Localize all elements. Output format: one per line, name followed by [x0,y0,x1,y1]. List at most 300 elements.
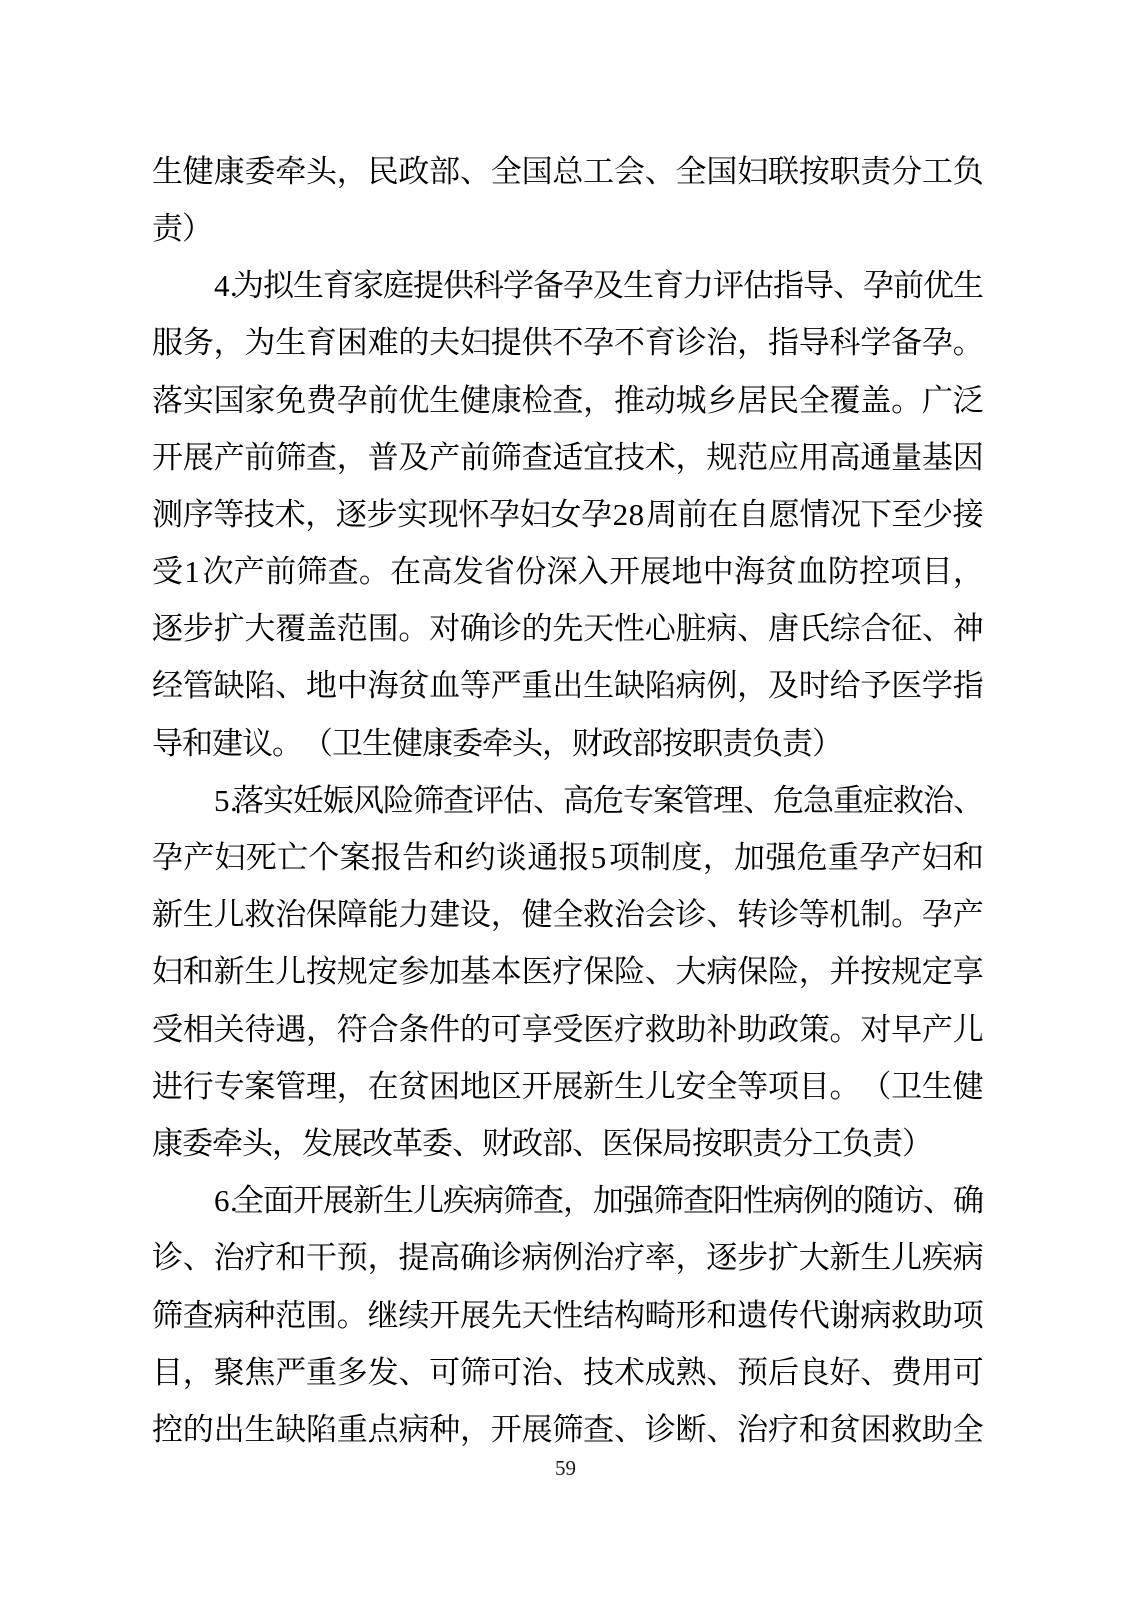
char: ， [272,1125,303,1161]
char: 头 [242,1125,273,1161]
char: 阳 [713,1183,744,1219]
char: 愿 [768,496,800,532]
char: 负 [952,153,984,189]
char: 控 [152,1411,183,1447]
char: 强 [765,840,797,876]
char: 大 [675,954,707,990]
char: 指 [773,268,804,304]
char: 至 [891,496,923,532]
char: 生 [623,268,654,304]
text-line [152,543,983,600]
char: 设 [459,897,491,933]
char: 畸 [644,1297,676,1333]
char: 危 [773,782,804,818]
char: 病 [398,1411,430,1447]
char: 科 [829,325,861,361]
char: 、 [737,611,769,647]
char: 救 [244,897,276,933]
char: 生 [383,1183,414,1219]
char: 构 [613,1297,645,1333]
char: 部 [632,725,663,761]
char: 妇 [519,496,551,532]
char: 产 [921,1011,953,1047]
char: ， [583,382,615,418]
char: 病 [706,954,738,990]
char: 妇 [214,840,246,876]
char: 救 [583,897,615,933]
char: 孕 [563,268,594,304]
char: 孕 [859,840,891,876]
char: 筛 [552,1411,584,1447]
char: 下 [860,496,892,532]
char: 女 [550,496,582,532]
char: 职 [692,725,723,761]
char: 家 [353,268,384,304]
char: 孕 [580,496,612,532]
text-line [152,1115,983,1172]
char: 先 [552,611,584,647]
char: 部 [542,1125,573,1161]
char: 病 [473,1183,504,1219]
char: 力 [398,897,430,933]
char: 通 [527,840,559,876]
char: 前 [459,439,491,475]
char: 全 [952,1411,984,1447]
char: 省 [483,554,515,590]
text-line [152,429,983,486]
char: 理 [305,1068,337,1104]
char: 产 [213,439,245,475]
char: ， [542,725,573,761]
char: 查 [683,1183,714,1219]
char: 查 [521,439,553,475]
char: 康 [422,725,453,761]
char: 实 [263,782,294,818]
char: 全 [706,1068,738,1104]
char: 在 [367,1068,399,1104]
char: 能 [367,897,399,933]
char: 加 [429,954,461,990]
char: 康 [490,382,522,418]
char: 、 [644,153,676,189]
char: 及 [398,439,430,475]
text-line [152,1287,983,1344]
char: 享 [521,1011,553,1047]
char: 免 [275,382,307,418]
char: 职 [722,1125,753,1161]
char: 委 [244,153,276,189]
char: 项 [608,840,640,876]
char: 个 [308,840,340,876]
char: 政 [512,1125,543,1161]
char: 孕 [863,268,894,304]
char: 费 [305,382,337,418]
char: 妇 [152,954,183,990]
char: 遗 [737,1297,769,1333]
char: 委 [182,1125,213,1161]
char: 救 [891,1297,923,1333]
char: 查 [583,1411,615,1447]
char: 救 [644,1011,676,1047]
char: 血 [796,554,828,590]
text-line [152,1401,983,1458]
char: 多 [336,1354,368,1390]
char: 孕 [921,897,953,933]
char: 、 [613,1411,645,1447]
char: 估 [743,268,774,304]
char: 查 [327,554,359,590]
char: 牵 [482,725,513,761]
char: 宜 [583,439,615,475]
char: 扩 [213,611,245,647]
char: 生 [429,382,461,418]
char: 生 [244,1411,276,1447]
char: 改 [362,1125,393,1161]
char: 助 [675,1011,707,1047]
char: 提 [398,1240,430,1276]
char: 育 [653,268,684,304]
char: 病 [213,1297,245,1333]
char: 学 [921,668,953,704]
char: 定 [367,954,399,990]
char: 医 [891,668,923,704]
char: 度 [671,840,703,876]
char: 估 [503,782,534,818]
page-number: 59 [555,1456,576,1480]
char: 预 [737,1354,769,1390]
char: 参 [398,954,430,990]
text-line [152,486,983,543]
char: 。 [891,382,923,418]
char: 孕 [921,325,953,361]
char: 开 [490,1411,522,1447]
char: 、 [860,1354,892,1390]
char: 脏 [675,611,707,647]
char: 访 [893,1183,924,1219]
char: 发 [367,1354,399,1390]
char: 合 [367,1011,399,1047]
char: 新 [213,954,245,990]
text-line [152,658,983,715]
char: 委 [452,725,483,761]
char: 加 [593,1183,624,1219]
char: 干 [305,1240,337,1276]
char: 加 [734,840,766,876]
char: 予 [860,668,892,704]
char: 地 [459,1068,491,1104]
char: 。 [272,725,303,761]
char: 用 [798,439,830,475]
char: 重 [833,782,864,818]
char: 工 [812,1125,843,1161]
char: 分 [782,1125,813,1161]
char: 件 [429,1011,461,1047]
char: 查 [443,782,474,818]
char: 产 [890,840,922,876]
char: 确 [459,1240,491,1276]
char: 症 [863,782,894,818]
char: 科 [473,268,504,304]
char: 保 [632,1125,663,1161]
char: 新 [353,1183,384,1219]
char: 疾 [921,1240,953,1276]
char: 死 [245,840,277,876]
char: 职 [829,153,861,189]
char: ， [737,668,769,704]
char: 分 [891,153,923,189]
char: 严 [275,1354,307,1390]
char: ， [367,1240,399,1276]
char: 目 [798,1068,830,1104]
char: 深 [546,554,578,590]
paragraph [152,772,983,1172]
char: 控 [859,554,891,590]
char: 步 [182,611,214,647]
char: 按 [692,1125,723,1161]
char: 高 [421,554,453,590]
char: 序 [182,496,214,532]
paragraph [152,143,983,257]
char: ） [812,725,843,761]
char: 安 [675,1068,707,1104]
page-footer [0,1453,1131,1483]
char: 围 [305,1297,337,1333]
char: 覆 [275,611,307,647]
char: 保 [305,897,337,933]
char: 。 [358,554,390,590]
char: 符 [336,1011,368,1047]
char: 开 [293,1183,324,1219]
char: 。 [952,325,984,361]
char: ） [902,1125,933,1161]
char: ， [490,897,522,933]
char: 范 [737,439,769,475]
char: 治 [737,1411,769,1447]
char: 助 [737,1011,769,1047]
char: 中 [336,668,368,704]
char: 治 [583,1240,615,1276]
char: 项 [767,1068,799,1104]
char: 责 [872,1125,903,1161]
char: 急 [803,782,834,818]
char: 合 [860,611,892,647]
char: 应 [767,439,799,475]
char: 负 [752,725,783,761]
char: 筛 [275,439,307,475]
char: 性 [743,1183,774,1219]
char: 新 [152,897,183,933]
char: 治 [275,897,307,933]
char: 和 [182,725,213,761]
char: 管 [182,668,214,704]
char: 障 [336,897,368,933]
char: 1 [184,554,201,590]
char: 诊 [152,1240,183,1276]
char: 大 [244,611,276,647]
char: 。 [891,897,923,933]
char: 情 [799,496,831,532]
char: 诊 [644,1411,676,1447]
char: 遇 [275,1011,307,1047]
char: 的 [833,1183,864,1219]
char: 对 [860,1011,892,1047]
char: 报 [558,840,590,876]
char: 的 [459,1011,491,1047]
char: 牵 [275,153,307,189]
char: 发 [452,554,484,590]
char: 责 [752,1125,783,1161]
char: 天 [583,611,615,647]
char: 规 [891,954,923,990]
text-line [152,1230,983,1287]
char: 治 [923,782,954,818]
char: 生 [921,1068,953,1104]
char: 条 [398,1011,430,1047]
char: 神 [952,611,984,647]
char: 展 [521,1411,553,1447]
char: 贫 [829,1411,861,1447]
char: 不 [552,325,584,361]
char: 民 [367,153,399,189]
char: 全 [490,153,522,189]
char: （ [302,725,333,761]
char: 定 [921,954,953,990]
char: 国 [521,153,553,189]
char: 展 [182,439,214,475]
char: 病 [675,668,707,704]
char: 健 [521,897,553,933]
char: 拟 [263,268,294,304]
char: 工 [583,153,615,189]
char: 补 [706,1011,738,1047]
char: ， [305,1011,337,1047]
char: 推 [613,382,645,418]
char: 、 [743,782,774,818]
char: 好 [829,1354,861,1390]
char: 通 [860,439,892,475]
char: 谈 [495,840,527,876]
char: 联 [767,153,799,189]
char: 天 [521,1297,553,1333]
char: 逐 [152,611,183,647]
text-line [152,829,983,886]
char: 基 [921,439,953,475]
char: 进 [152,1068,183,1104]
char: 助 [921,1297,953,1333]
char: 断 [675,1411,707,1447]
char: 、 [452,1125,483,1161]
char: ， [702,840,734,876]
char: 健 [182,153,214,189]
char: 规 [706,439,738,475]
char: 部 [429,153,461,189]
char: 生 [860,1240,892,1276]
char: 6. [214,1183,239,1219]
char: 议 [242,725,273,761]
char: 少 [922,496,954,532]
char: 。 [829,1011,861,1047]
char: 实 [397,496,429,532]
char: 及 [767,668,799,704]
char: ， [305,496,337,532]
text-line [152,1344,983,1401]
char: 况 [830,496,862,532]
char: 病 [860,1297,892,1333]
char: 术 [613,1354,645,1390]
char: 生 [244,954,276,990]
char: 疗 [552,954,584,990]
char: 、 [706,1354,738,1390]
char: 备 [533,268,564,304]
char: 接 [952,496,984,532]
char: 熟 [675,1354,707,1390]
text-line [152,886,983,943]
char: 儿 [275,954,307,990]
char: 例 [552,1240,584,1276]
char: 责 [782,725,813,761]
char: 目 [921,554,953,590]
char: 代 [798,1297,830,1333]
char: 制 [860,897,892,933]
char: 步 [737,1240,769,1276]
char: 。 [398,611,430,647]
char: 受 [152,1011,183,1047]
char: 按 [860,954,892,990]
char: 大 [798,1240,830,1276]
char: 医 [602,1125,633,1161]
char: 疾 [443,1183,474,1219]
char: 危 [593,782,624,818]
char: ， [675,439,707,475]
text-line [152,1058,983,1115]
char: 筛 [503,1183,534,1219]
char: 氏 [798,611,830,647]
paragraph [152,1172,983,1458]
char: 儿 [952,1011,984,1047]
char: ， [336,153,368,189]
char: 可 [429,1354,461,1390]
char: 困 [336,325,368,361]
char: 筛 [296,554,328,590]
char: 查 [533,1183,564,1219]
char: ， [952,554,984,590]
char: 重 [305,1354,337,1390]
char: 困 [860,1411,892,1447]
char: 严 [490,668,522,704]
char: 前 [367,382,399,418]
char: 术 [274,496,306,532]
char: 种 [429,1411,461,1447]
char: 率 [644,1240,676,1276]
char: 前 [265,554,297,590]
char: 贫 [398,668,430,704]
char: 术 [644,439,676,475]
char: 相 [182,1011,214,1047]
text-line [152,944,983,1001]
char: 诊 [675,897,707,933]
document-body [152,143,983,1458]
char: 展 [459,1297,491,1333]
char: 生 [362,725,393,761]
text-line [152,772,983,829]
char: ） [182,210,213,246]
char: 前 [676,496,708,532]
char: 唐 [767,611,799,647]
char: 落 [152,382,183,418]
char: 出 [213,1411,245,1447]
char: 、 [644,954,676,990]
char: ， [336,439,368,475]
